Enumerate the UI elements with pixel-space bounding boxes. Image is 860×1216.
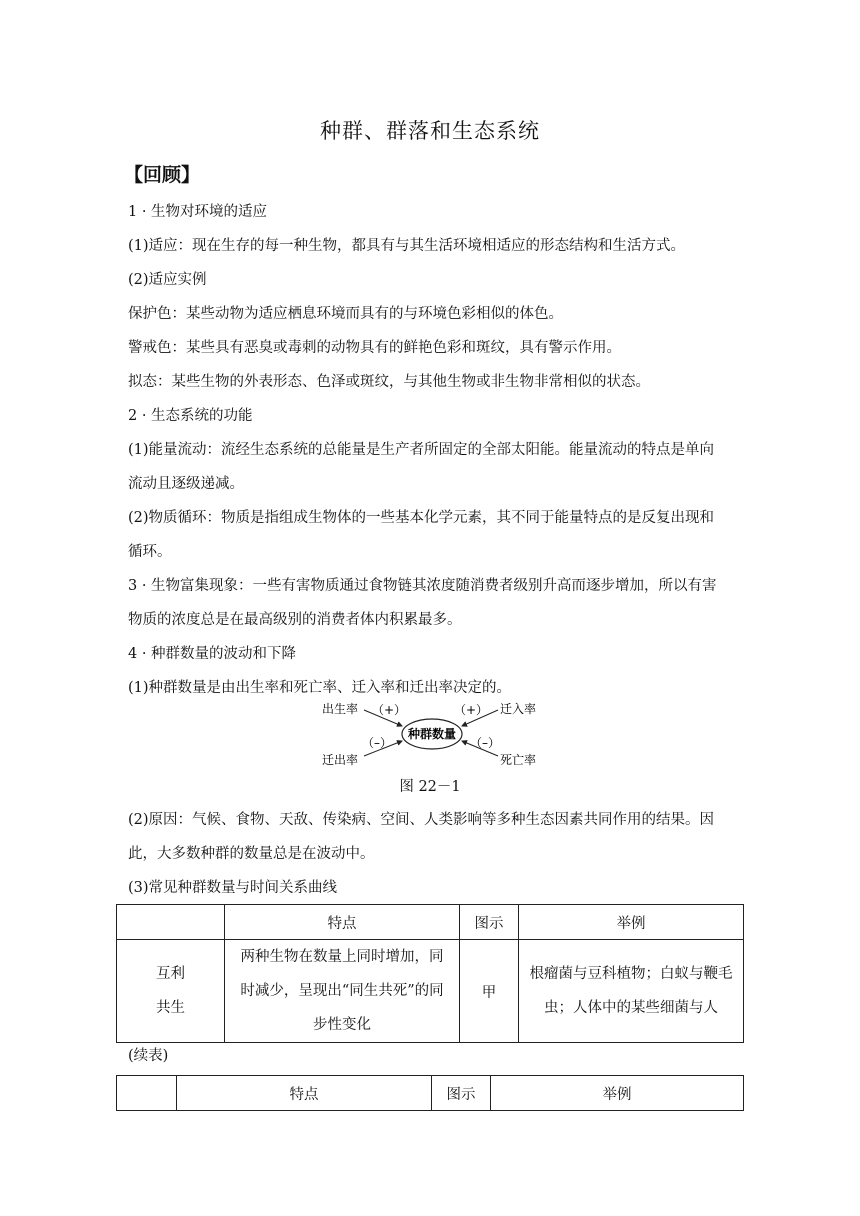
feature-cell: [225, 940, 460, 1043]
center-label: 种群数量: [407, 727, 457, 741]
plus-sign: （+）: [454, 703, 489, 717]
table-header: 举例: [519, 905, 744, 940]
table-header: 举例: [491, 1076, 744, 1111]
cell-line: 互利: [156, 966, 185, 982]
death-rate-label: 死亡率: [500, 753, 537, 767]
paragraph: 物质的浓度总是在最高级别的消费者体内积累最多。: [128, 612, 462, 628]
paragraph: (1)能量流动：流经生态系统的总能量是生产者所固定的全部太阳能。能量流动的特点是单向: [128, 442, 715, 458]
cell-line: 时减少，呈现出“同生共死”的同: [240, 983, 444, 999]
paragraph: 2 · 生态系统的功能: [128, 408, 253, 424]
paragraph: 循环。: [128, 544, 172, 560]
table-header: [117, 1076, 177, 1111]
paragraph: 流动且逐级递减。: [128, 476, 244, 492]
example-cell: [519, 940, 744, 1043]
table-header: 图示: [460, 905, 519, 940]
paragraph: 保护色：某些动物为适应栖息环境而具有的与环境色彩相似的体色。: [128, 306, 563, 322]
figure-caption: 图 22－1: [399, 779, 461, 795]
population-curve-table: [116, 904, 744, 1043]
paragraph: 4 · 种群数量的波动和下降: [128, 646, 297, 662]
cell-line: 两种生物在数量上同时增加，同: [240, 949, 444, 965]
paragraph: 拟态：某些生物的外表形态、色泽或斑纹，与其他生物或非生物非常相似的状态。: [128, 374, 650, 390]
table-header: [117, 905, 225, 940]
paragraph: (1)适应：现在生存的每一种生物，都具有与其生活环境相适应的形态结构和生活方式。: [128, 238, 686, 254]
continued-label: (续表): [128, 1048, 169, 1064]
paragraph: 1 · 生物对环境的适应: [128, 204, 268, 220]
paragraph: (1)种群数量是由出生率和死亡率、迁入率和迁出率决定的。: [128, 680, 512, 696]
plus-sign: （+）: [372, 703, 407, 717]
paragraph: (2)原因：气候、食物、天敌、传染病、空间、人类影响等多种生态因素共同作用的结果。因: [128, 812, 715, 828]
paragraph: (2)适应实例: [128, 272, 207, 288]
emigration-rate-label: 迁出率: [322, 753, 359, 767]
continued-table: [116, 1075, 744, 1111]
cell-line: 步性变化: [313, 1017, 371, 1033]
minus-sign: （–）: [470, 736, 501, 750]
page-title: 种群、群落和生态系统: [320, 119, 540, 143]
immigration-rate-label: 迁入率: [500, 702, 537, 716]
paragraph: 3 · 生物富集现象：一些有害物质通过食物链其浓度随消费者级别升高而逐步增加，所以有害: [128, 578, 717, 594]
paragraph: (2)物质循环：物质是指组成生物体的一些基本化学元素，其不同于能量特点的是反复出现和: [128, 510, 715, 526]
paragraph: 此，大多数种群的数量总是在波动中。: [128, 846, 375, 862]
cell-line: 根瘤菌与豆科植物；白蚁与鞭毛: [529, 966, 733, 982]
table-header: 图示: [432, 1076, 491, 1111]
cell-line: 共生: [156, 1000, 185, 1016]
paragraph: (3)常见种群数量与时间关系曲线: [128, 880, 338, 896]
table-header-row: [117, 905, 744, 940]
table-header: 特点: [225, 905, 460, 940]
cell-line: 虫；人体中的某些细菌与人: [544, 1000, 718, 1016]
birth-rate-label: 出生率: [322, 702, 359, 716]
table-row: [117, 940, 744, 1043]
table-header: 特点: [177, 1076, 432, 1111]
relation-name-cell: [117, 940, 225, 1043]
minus-sign: （–）: [362, 736, 393, 750]
section-heading: 【回顾】: [124, 164, 201, 186]
diagram-cell: 甲: [460, 940, 519, 1043]
paragraph: 警戒色：某些具有恶臭或毒刺的动物具有的鲜艳色彩和斑纹，具有警示作用。: [128, 340, 621, 356]
table-header-row: [117, 1076, 744, 1111]
population-factor-diagram: [320, 698, 542, 770]
